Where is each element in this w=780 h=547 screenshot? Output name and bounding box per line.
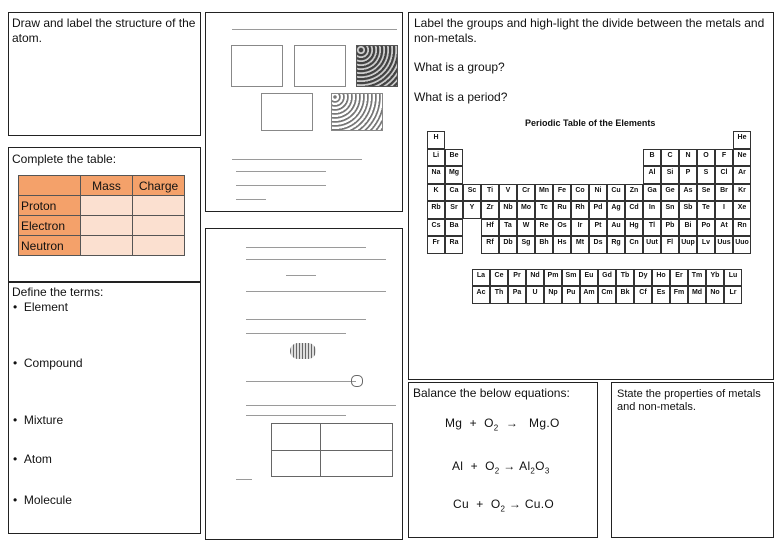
- element-nd: Nd: [526, 269, 544, 287]
- element-cn: Cn: [625, 236, 643, 254]
- element-rh: Rh: [571, 201, 589, 219]
- complete-table-box: [8, 147, 201, 282]
- element-ra: Ra: [445, 236, 463, 254]
- element-bh: Bh: [535, 236, 553, 254]
- element-lu: Lu: [724, 269, 742, 287]
- element-ce: Ce: [490, 269, 508, 287]
- element-ge: Ge: [661, 184, 679, 202]
- element-ni: Ni: [589, 184, 607, 202]
- element-v: V: [499, 184, 517, 202]
- element-p: P: [679, 166, 697, 184]
- element-pu: Pu: [562, 286, 580, 304]
- element-in: In: [643, 201, 661, 219]
- element-sn: Sn: [661, 201, 679, 219]
- period-question: What is a period?: [414, 90, 508, 104]
- element-rg: Rg: [607, 236, 625, 254]
- element-sc: Sc: [463, 184, 481, 202]
- element-be: Be: [445, 149, 463, 167]
- proton-charge-cell[interactable]: [133, 196, 185, 216]
- element-u: U: [526, 286, 544, 304]
- element-uup: Uup: [679, 236, 697, 254]
- element-am: Am: [580, 286, 598, 304]
- symbol-icon: [351, 375, 363, 387]
- element-y: Y: [463, 201, 481, 219]
- electron-charge-cell[interactable]: [133, 216, 185, 236]
- element-mg: Mg: [445, 166, 463, 184]
- element-dy: Dy: [634, 269, 652, 287]
- periodic-table-box: [408, 12, 774, 380]
- neutron-label: Neutron: [19, 236, 81, 256]
- element-sm: Sm: [562, 269, 580, 287]
- equations-box: [408, 382, 598, 538]
- proton-mass-cell[interactable]: [81, 196, 133, 216]
- element-db: Db: [499, 236, 517, 254]
- element-pd: Pd: [589, 201, 607, 219]
- element-ne: Ne: [733, 149, 751, 167]
- electron-mass-cell[interactable]: [81, 216, 133, 236]
- element-hf: Hf: [481, 219, 499, 237]
- element-cm: Cm: [598, 286, 616, 304]
- equation-1: $Mg + O_2$ → Mg.O: [445, 416, 560, 433]
- element-sr: Sr: [445, 201, 463, 219]
- element-zn: Zn: [625, 184, 643, 202]
- element-cu: Cu: [607, 184, 625, 202]
- worksheet-image-2: [205, 228, 403, 540]
- element-s: S: [697, 166, 715, 184]
- element-as: As: [679, 184, 697, 202]
- element-rf: Rf: [481, 236, 499, 254]
- element-rb: Rb: [427, 201, 445, 219]
- term-compound: • Compound: [13, 356, 83, 370]
- element-o: O: [697, 149, 715, 167]
- diagram-b: [294, 45, 346, 87]
- term-element: • Element: [13, 300, 68, 314]
- element-bk: Bk: [616, 286, 634, 304]
- element-hs: Hs: [553, 236, 571, 254]
- element-k: K: [427, 184, 445, 202]
- element-br: Br: [715, 184, 733, 202]
- element-zr: Zr: [481, 201, 499, 219]
- equations-instruction: Balance the below equations:: [413, 386, 570, 400]
- mass-header: Mass: [81, 176, 133, 196]
- particle-table: [18, 175, 185, 256]
- blank-header-cell: [19, 176, 81, 196]
- element-cr: Cr: [517, 184, 535, 202]
- terms-instruction: Define the terms:: [12, 285, 104, 299]
- electron-label: Electron: [19, 216, 81, 236]
- term-atom: • Atom: [13, 452, 52, 466]
- element-at: At: [715, 219, 733, 237]
- element-er: Er: [670, 269, 688, 287]
- equation-3: $Cu + O_2 \to Cu.O$: [453, 497, 555, 514]
- element-li: Li: [427, 149, 445, 167]
- element-fm: Fm: [670, 286, 688, 304]
- element-sg: Sg: [517, 236, 535, 254]
- element-se: Se: [697, 184, 715, 202]
- diagram-d: [261, 93, 313, 131]
- element-uus: Uus: [715, 236, 733, 254]
- periodic-table-title: Periodic Table of the Elements: [525, 118, 656, 128]
- element-ca: Ca: [445, 184, 463, 202]
- element-la: La: [472, 269, 490, 287]
- element-re: Re: [535, 219, 553, 237]
- element-he: He: [733, 131, 751, 149]
- element-cl: Cl: [715, 166, 733, 184]
- element-na: Na: [427, 166, 445, 184]
- element-tl: Tl: [643, 219, 661, 237]
- element-pa: Pa: [508, 286, 526, 304]
- element-no: No: [706, 286, 724, 304]
- element-ds: Ds: [589, 236, 607, 254]
- element-eu: Eu: [580, 269, 598, 287]
- element-fr: Fr: [427, 236, 445, 254]
- element-b: B: [643, 149, 661, 167]
- element-nb: Nb: [499, 201, 517, 219]
- element-pr: Pr: [508, 269, 526, 287]
- element-tb: Tb: [616, 269, 634, 287]
- element-np: Np: [544, 286, 562, 304]
- element-cs: Cs: [427, 219, 445, 237]
- element-yb: Yb: [706, 269, 724, 287]
- worksheet-image-1: [205, 12, 403, 212]
- neutron-mass-cell[interactable]: [81, 236, 133, 256]
- element-fl: Fl: [661, 236, 679, 254]
- element-tc: Tc: [535, 201, 553, 219]
- element-bi: Bi: [679, 219, 697, 237]
- element-es: Es: [652, 286, 670, 304]
- element-pt: Pt: [589, 219, 607, 237]
- element-sb: Sb: [679, 201, 697, 219]
- element-h: H: [427, 131, 445, 149]
- term-molecule: • Molecule: [13, 493, 72, 507]
- metals-instruction: State the properties of metals and non-metals.: [617, 388, 761, 413]
- element-ac: Ac: [472, 286, 490, 304]
- element-cd: Cd: [625, 201, 643, 219]
- element-hg: Hg: [625, 219, 643, 237]
- element-pb: Pb: [661, 219, 679, 237]
- element-te: Te: [697, 201, 715, 219]
- element-ar: Ar: [733, 166, 751, 184]
- groups-instruction: Label the groups and high-light the divide between the metals and non-metals.: [414, 16, 765, 45]
- element-os: Os: [553, 219, 571, 237]
- metals-properties-box: [611, 382, 774, 538]
- element-lv: Lv: [697, 236, 715, 254]
- element-ru: Ru: [553, 201, 571, 219]
- molecule-diagram: [290, 343, 316, 359]
- atom-structure-instruction: Draw and label the structure of the atom.: [12, 16, 196, 45]
- element-po: Po: [697, 219, 715, 237]
- element-i: I: [715, 201, 733, 219]
- table-instruction: Complete the table:: [12, 152, 117, 166]
- element-au: Au: [607, 219, 625, 237]
- element-xe: Xe: [733, 201, 751, 219]
- element-al: Al: [643, 166, 661, 184]
- element-si: Si: [661, 166, 679, 184]
- group-question: What is a group?: [414, 60, 505, 74]
- diagram-c: [356, 45, 398, 87]
- element-md: Md: [688, 286, 706, 304]
- term-mixture: • Mixture: [13, 413, 64, 427]
- neutron-charge-cell[interactable]: [133, 236, 185, 256]
- element-ag: Ag: [607, 201, 625, 219]
- element-ho: Ho: [652, 269, 670, 287]
- charge-header: Charge: [133, 176, 185, 196]
- element-cf: Cf: [634, 286, 652, 304]
- proton-label: Proton: [19, 196, 81, 216]
- element-n: N: [679, 149, 697, 167]
- element-th: Th: [490, 286, 508, 304]
- element-ba: Ba: [445, 219, 463, 237]
- element-ta: Ta: [499, 219, 517, 237]
- element-ga: Ga: [643, 184, 661, 202]
- equation-2: $Al + O_2 \to Al_2O_3$: [452, 459, 550, 476]
- element-mo: Mo: [517, 201, 535, 219]
- worksheet-grid: [271, 423, 393, 477]
- element-uuo: Uuo: [733, 236, 751, 254]
- diagram-a: [231, 45, 283, 87]
- element-co: Co: [571, 184, 589, 202]
- element-mn: Mn: [535, 184, 553, 202]
- element-ti: Ti: [481, 184, 499, 202]
- element-fe: Fe: [553, 184, 571, 202]
- diagram-e: [331, 93, 383, 131]
- element-mt: Mt: [571, 236, 589, 254]
- element-ir: Ir: [571, 219, 589, 237]
- atom-structure-box: [8, 12, 201, 136]
- periodic-table: [409, 13, 775, 381]
- element-c: C: [661, 149, 679, 167]
- element-f: F: [715, 149, 733, 167]
- element-uut: Uut: [643, 236, 661, 254]
- element-gd: Gd: [598, 269, 616, 287]
- element-lr: Lr: [724, 286, 742, 304]
- element-pm: Pm: [544, 269, 562, 287]
- element-rn: Rn: [733, 219, 751, 237]
- element-w: W: [517, 219, 535, 237]
- element-kr: Kr: [733, 184, 751, 202]
- element-tm: Tm: [688, 269, 706, 287]
- define-terms-box: [8, 282, 201, 534]
